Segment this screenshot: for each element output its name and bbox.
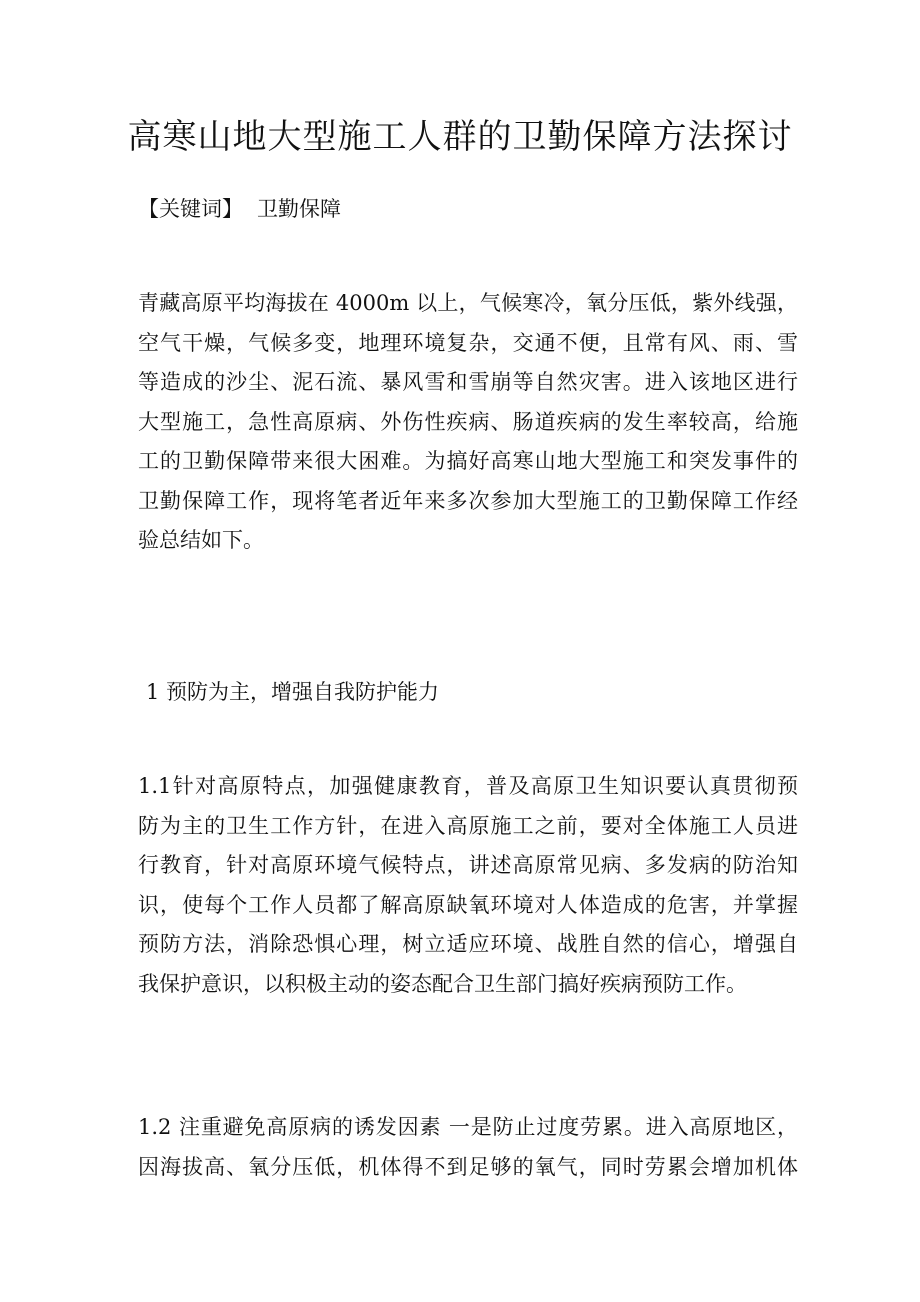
paragraph-line: 验总结如下。 <box>138 528 264 552</box>
keywords-line <box>138 192 341 226</box>
paragraph-line: 1.2 注重避免高原病的诱发因素 一是防止过度劳累。进入高原地区， <box>138 1115 798 1139</box>
paragraph-line: 1.1针对高原特点，加强健康教育，普及高原卫生知识要认真贯彻预 <box>138 774 798 798</box>
paragraph-line: 大型施工，急性高原病、外伤性疾病、肠道疾病的发生率较高，给施 <box>138 409 798 434</box>
keywords-value: 卫勤保障 <box>257 197 341 221</box>
paragraph-line: 空气干燥，气候多变，地理环境复杂，交通不便，且常有风、雨、雪 <box>138 330 798 355</box>
paragraph-line: 识，使每个工作人员都了解高原缺氧环境对人体造成的危害，并掌握 <box>138 892 798 917</box>
paragraph-line: 工的卫勤保障带来很大困难。为搞好高寒山地大型施工和突发事件的 <box>138 449 798 473</box>
keywords-label: 【关键词】 <box>138 197 243 221</box>
paragraph-line: 等造成的沙尘、泥石流、暴风雪和雪崩等自然灾害。进入该地区进行 <box>138 370 798 394</box>
paragraph-line: 因海拔高、氧分压低，机体得不到足够的氧气，同时劳累会增加机体 <box>138 1154 798 1179</box>
paragraph-line: 青藏高原平均海拔在 4000m 以上，气候寒冷，氧分压低，紫外线强， <box>138 291 798 315</box>
paragraph-1-2 <box>138 1108 798 1187</box>
paragraph-line: 防为主的卫生工作方针，在进入高原施工之前，要对全体施工人员进 <box>138 813 798 838</box>
section-heading: 1 预防为主，增强自我防护能力 <box>146 680 440 704</box>
paragraph-1-1 <box>138 767 798 1004</box>
paragraph-line: 预防方法，消除恐惧心理，树立适应环境、战胜自然的信心，增强自 <box>138 932 798 956</box>
paragraph-line: 我保护意识，以积极主动的姿态配合卫生部门搞好疾病预防工作。 <box>138 971 747 996</box>
document-title: 高寒山地大型施工人群的卫勤保障方法探讨 <box>127 117 793 157</box>
paragraph-intro <box>138 284 798 561</box>
paragraph-line: 卫勤保障工作，现将笔者近年来多次参加大型施工的卫勤保障工作经 <box>138 488 798 513</box>
paragraph-line: 行教育，针对高原环境气候特点，讲述高原常见病、多发病的防治知 <box>138 853 798 877</box>
